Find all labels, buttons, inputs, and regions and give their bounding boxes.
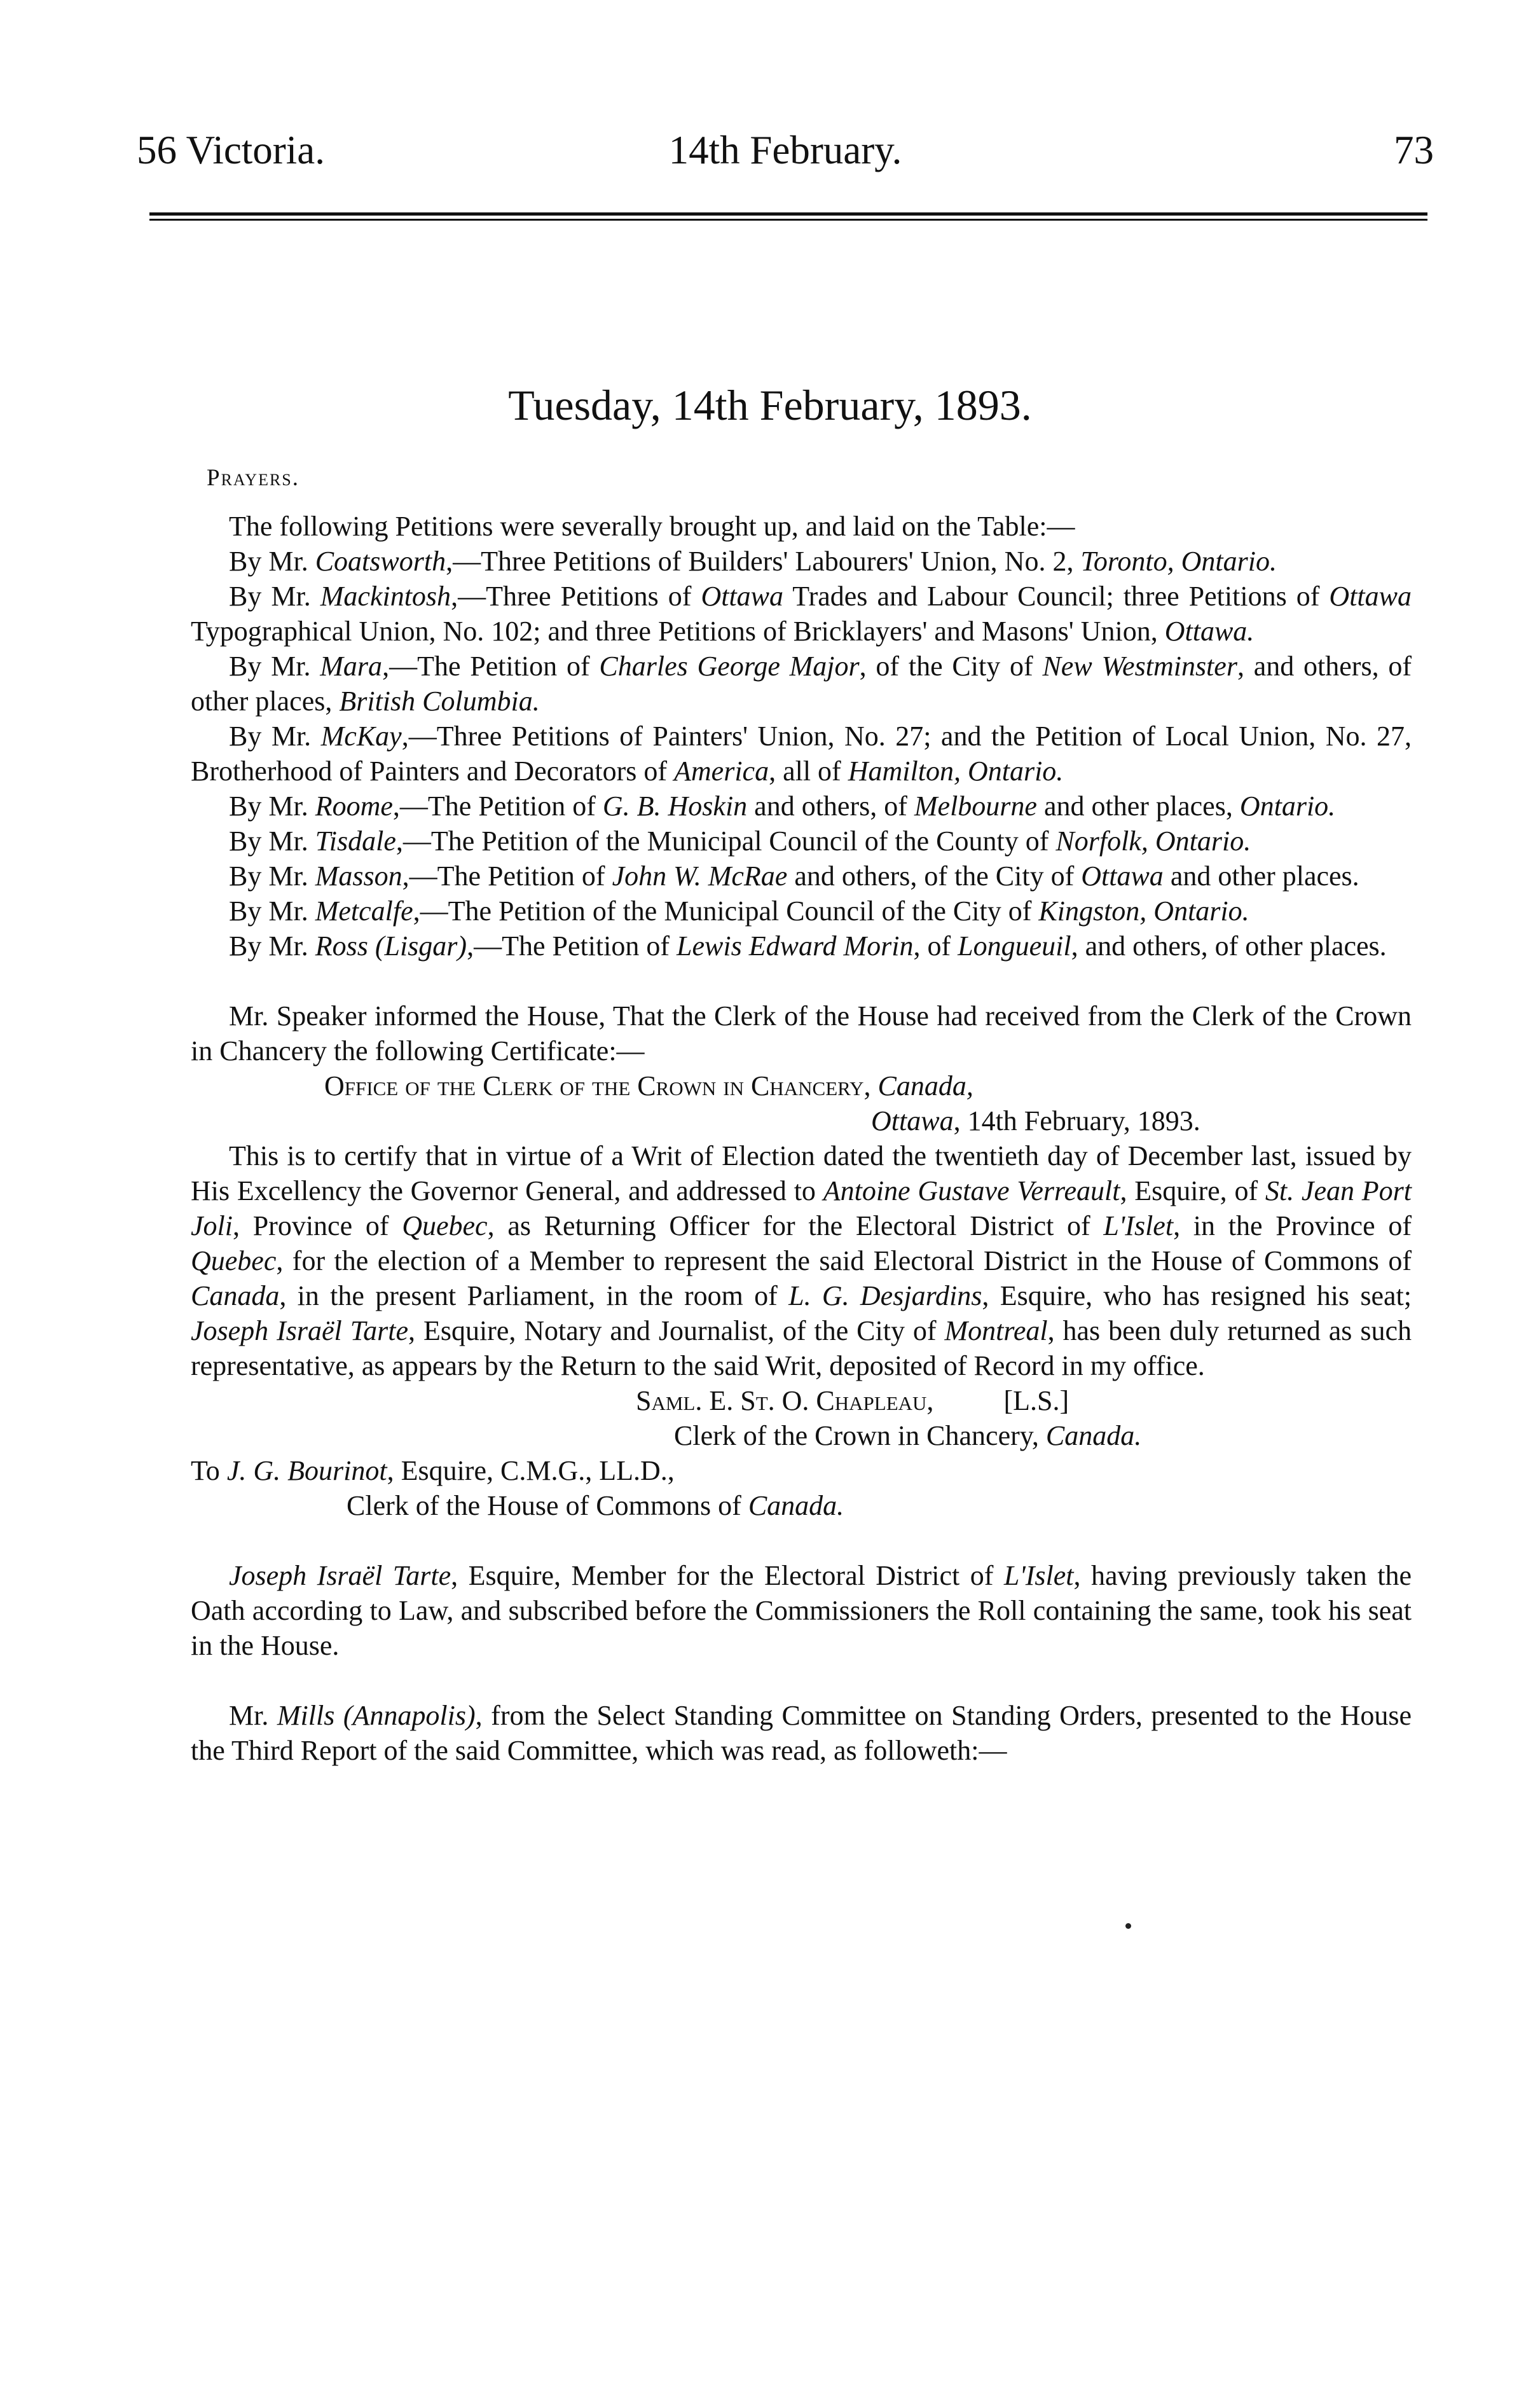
member-name: Masson <box>315 860 402 892</box>
petitions-intro: The following Petitions were severally brought up, and laid on the Table:— <box>229 511 1075 542</box>
signatory-title: Clerk of the Crown in Chancery, <box>674 1420 1046 1451</box>
place-name: Ontario. <box>1239 790 1336 822</box>
member-name: Metcalfe <box>315 895 413 927</box>
petition-by: By Mr. <box>229 825 315 857</box>
journal-body <box>191 509 1412 1768</box>
petition-text: , and others, of other places. <box>1071 930 1387 962</box>
seat-paragraph <box>191 1558 1412 1663</box>
place-name: Longueuil <box>958 930 1071 962</box>
member-name: Mara <box>320 651 383 682</box>
place-name: Toronto, Ontario. <box>1080 546 1277 577</box>
place-name: Ottawa. <box>1164 616 1255 647</box>
certificate-text: , in the present Parliament, in the room of <box>279 1280 789 1311</box>
place-name: Ottawa <box>871 1105 954 1136</box>
petition-entry <box>191 928 1412 963</box>
petition-text: and others, of the City of <box>787 860 1082 892</box>
petitioner-name: G. B. Hoskin <box>602 790 748 822</box>
petition-text: Trades and Labour Council; three Petitions of <box>783 581 1330 612</box>
petition-text: ,—The Petition of the Municipal Council of the City of <box>413 895 1039 927</box>
petition-text: ,—Three Petitions of Builders' Labourers' Union, No. 2, <box>446 546 1081 577</box>
person-name: L. G. Desjardins <box>788 1280 982 1311</box>
certificate-date: , 14th February, 1893. <box>953 1105 1200 1136</box>
page-number: 73 <box>1394 128 1434 172</box>
place-name: Hamilton, Ontario. <box>848 756 1064 787</box>
addressee-prefix: To <box>191 1455 227 1486</box>
petition-entry <box>191 649 1412 719</box>
petitioner-name: Lewis Edward Morin <box>677 930 914 962</box>
certificate-text: , for the election of a Member to represent the said Electoral District in the House of Commons of <box>276 1245 1412 1276</box>
place-name: Melbourne <box>914 790 1037 822</box>
place-name: Norfolk, Ontario. <box>1055 825 1251 857</box>
header-rule-thin <box>149 219 1427 221</box>
place-name: Canada, <box>877 1070 973 1101</box>
petitioner-name: John W. McRae <box>612 860 788 892</box>
petition-text: ,—The Petition of <box>467 930 677 962</box>
place-name: America <box>674 756 769 787</box>
petitioner-name: Charles George Major <box>599 651 860 682</box>
addressee-name: J. G. Bourinot <box>226 1455 387 1486</box>
place-name: St. Jean Port Joli <box>191 1175 1412 1241</box>
report-prefix: Mr. <box>229 1700 277 1731</box>
certificate-text: This is to certify that in virtue of a Writ of Election dated the twentieth day of December last, issued by His Excellency the Governor General, and addressed to <box>191 1140 1412 1206</box>
place-name: Montreal <box>944 1315 1048 1346</box>
petition-by: By Mr. <box>229 581 320 612</box>
certificate-text: , Esquire, Notary and Journalist, of the City of <box>408 1315 945 1346</box>
speaker-paragraph: Mr. Speaker informed the House, That the Clerk of the House had received from the Clerk of the Crown in Chancery the following Certificate:— <box>191 1000 1412 1066</box>
petition-text: and other places. <box>1163 860 1359 892</box>
certificate-signature-line <box>191 1383 1412 1418</box>
petition-entry <box>191 894 1412 928</box>
session-label: 56 Victoria. <box>137 128 325 172</box>
place-name: Canada. <box>748 1490 844 1521</box>
member-name: Joseph Israël Tarte <box>229 1560 451 1591</box>
day-heading: Tuesday, 14th February, 1893. <box>508 381 1032 429</box>
petition-entry <box>191 579 1412 649</box>
petition-text: ,—Three Petitions of <box>451 581 701 612</box>
place-name: Canada. <box>1045 1420 1142 1451</box>
petition-entry <box>191 859 1412 894</box>
member-name: Tisdale <box>315 825 396 857</box>
petition-text: ,—The Petition of the Municipal Council of the County of <box>395 825 1056 857</box>
certificate-date-line <box>191 1103 1412 1138</box>
member-name: Coatsworth <box>315 546 446 577</box>
place-name: L'Islet <box>1003 1560 1074 1591</box>
place-name: Quebec <box>191 1245 277 1276</box>
place-name: New Westminster <box>1042 651 1237 682</box>
petition-text: , and others, of other places, <box>191 651 1412 717</box>
petition-text: , of <box>913 930 958 962</box>
petition-text: ,—The Petition of <box>382 651 600 682</box>
printer-dot <box>1125 1923 1131 1929</box>
place-name: L'Islet <box>1103 1210 1174 1241</box>
certificate-text: , Province of <box>232 1210 402 1241</box>
person-name: Joseph Israël Tarte <box>191 1315 409 1346</box>
member-name: Mackintosh <box>320 581 451 612</box>
member-name: McKay <box>320 721 402 752</box>
petition-text: ,—The Petition of <box>392 790 603 822</box>
member-name: Mills (Annapolis) <box>277 1700 476 1731</box>
petition-text: and other places, <box>1036 790 1240 822</box>
place-name: Kingston, Ontario. <box>1038 895 1249 927</box>
signatory-name: Saml. E. St. O. Chapleau, <box>636 1385 934 1416</box>
petition-text: , of the City of <box>859 651 1043 682</box>
office-name: Office of the Clerk of the Crown in Chancery, <box>324 1070 878 1101</box>
member-name: Roome <box>315 790 393 822</box>
running-header <box>137 127 1434 184</box>
certificate-text: , as Returning Officer for the Electoral District of <box>487 1210 1104 1241</box>
header-rule-thick <box>149 212 1427 216</box>
certificate-addressee <box>191 1453 1412 1488</box>
petition-text: Typographical Union, No. 102; and three Petitions of Bricklayers' and Masons' Union, <box>191 616 1165 647</box>
place-name: British Columbia. <box>339 686 540 717</box>
petition-text: ,—The Petition of <box>402 860 612 892</box>
petition-entry <box>191 824 1412 859</box>
report-text: , from the Select Standing Committee on Standing Orders, presented to the House the Third Report of the said Committee, which was read, as followeth:— <box>191 1700 1412 1766</box>
place-name: Ottawa <box>701 581 784 612</box>
place-name: Quebec <box>402 1210 488 1241</box>
certificate-text: , in the Province of <box>1173 1210 1412 1241</box>
seal-mark: [L.S.] <box>1003 1385 1069 1416</box>
addressee-credentials: , Esquire, C.M.G., LL.D., <box>387 1455 675 1486</box>
member-name: Ross (Lisgar) <box>315 930 467 962</box>
petition-entry <box>191 789 1412 824</box>
petition-by: By Mr. <box>229 721 321 752</box>
addressee-title-line <box>191 1488 1412 1523</box>
petition-by: By Mr. <box>229 546 315 577</box>
certificate-text: , Esquire, of <box>1120 1175 1265 1206</box>
seat-text: , having previously taken the Oath according to Law, and subscribed before the Commissioners the Roll containing the same, took his seat in the House. <box>191 1560 1412 1661</box>
place-name: Ottawa <box>1081 860 1164 892</box>
petition-text: ,—Three Petitions of Painters' Union, No. 27; and the Petition of Local Union, No. 27, Brotherhood of Painters and Decorators of <box>191 721 1412 787</box>
petition-entry <box>191 544 1412 579</box>
place-name: Ottawa <box>1329 581 1412 612</box>
prayers-label: Prayers. <box>207 465 300 491</box>
petition-by: By Mr. <box>229 651 320 682</box>
certificate-text: , has been duly returned as such representative, as appears by the Return to the said Writ, deposited of Record in my office. <box>191 1315 1412 1381</box>
petition-text: , all of <box>769 756 848 787</box>
certificate-text: , Esquire, who has resigned his seat; <box>982 1280 1412 1311</box>
report-paragraph <box>191 1698 1412 1768</box>
petition-text: and others, of <box>747 790 914 822</box>
petition-by: By Mr. <box>229 895 315 927</box>
certificate-office-line <box>191 1068 1412 1103</box>
certificate-body <box>191 1138 1412 1383</box>
signatory-title-line <box>191 1418 1412 1453</box>
addressee-title: Clerk of the House of Commons of <box>347 1490 748 1521</box>
petition-entry <box>191 719 1412 789</box>
petition-by: By Mr. <box>229 790 315 822</box>
petition-by: By Mr. <box>229 930 315 962</box>
seat-text: , Esquire, Member for the Electoral District of <box>451 1560 1004 1591</box>
petition-by: By Mr. <box>229 860 315 892</box>
header-date: 14th February. <box>668 128 902 172</box>
place-name: Canada <box>191 1280 280 1311</box>
person-name: Antoine Gustave Verreault <box>823 1175 1120 1206</box>
